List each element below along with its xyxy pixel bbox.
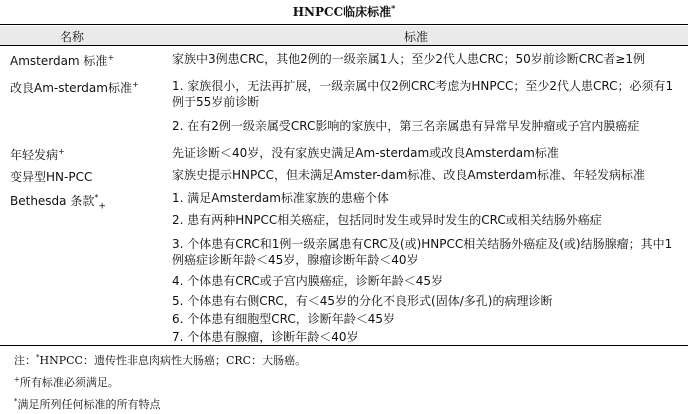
table-title-text: HNPCC临床标准 xyxy=(292,5,392,19)
bottom-rule xyxy=(0,345,688,346)
header-name: 名称 xyxy=(60,30,85,44)
criteria-text: 1. 家族很小，无法再扩展，一级亲属中仅2例CRC考虑为HNPCC；至少2代人患CRC；必须有1例于55岁前诊断 xyxy=(172,79,674,109)
header-criteria: 标准 xyxy=(404,30,429,44)
criteria-text: 2. 患有两种HNPCC相关癌症，包括同时发生或异时发生的CRC或相关结肠外癌症 xyxy=(172,213,602,227)
row-name: 变异型HN-PCC xyxy=(10,170,93,184)
footnote: +所有标准必须满足。 xyxy=(14,375,119,389)
criteria-text: 6. 个体患有细胞型CRC，诊断年龄＜45岁 xyxy=(172,312,396,326)
criteria-text: 3. 个体患有CRC和1例一级亲属患有CRC及(或)HNPCC相关结肠外癌症及(或)结肠腺瘤；其中1例癌症诊断年龄＜45岁，腺瘤诊断年龄＜40岁 xyxy=(172,237,673,267)
criteria-text: 7. 个体患有腺瘤，诊断年龄＜40岁 xyxy=(172,330,359,344)
footnote: *满足所列任何标准的所有特点 xyxy=(14,397,161,411)
criteria-text: 先证诊断＜40岁，没有家族史满足Am-sterdam或改良Amsterdam标准 xyxy=(172,146,559,160)
criteria-text: 家族史提示HNPCC，但未满足Amster-dam标准、改良Amsterdam标准、年轻发病标准 xyxy=(172,168,646,182)
row-name: 改良Am-sterdam标准+ xyxy=(10,80,139,95)
table-header xyxy=(0,26,688,45)
top-rule xyxy=(0,24,688,25)
title-footnote-mark: * xyxy=(391,3,396,13)
criteria-text: 1. 满足Amsterdam标准家族的患癌个体 xyxy=(172,191,389,205)
criteria-text: 5. 个体患有右侧CRC，有＜45岁的分化不良形式(固体/多孔)的病理诊断 xyxy=(172,294,553,308)
row-name: 年轻发病+ xyxy=(10,147,65,162)
row-name: Amsterdam 标准+ xyxy=(10,53,115,68)
footnote: 注：*HNPCC：遗传性非息肉病性大肠癌；CRC：大肠癌。 xyxy=(14,353,307,367)
criteria-text: 2. 在有2例一级亲属受CRC影响的家族中，第三名亲属患有异常早发肿瘤或子宫内膜癌症 xyxy=(172,119,640,133)
criteria-text: 4. 个体患有CRC或子宫内膜癌症，诊断年龄＜45岁 xyxy=(172,274,444,288)
header-rule xyxy=(0,45,688,46)
table-title xyxy=(0,3,688,20)
criteria-text: 家族中3例患CRC，其他2例的一级亲属1人；至少2代人患CRC；50岁前诊断CRC者≥1例 xyxy=(172,52,645,66)
row-name: Bethesda 条款*$_+$ xyxy=(10,193,106,212)
